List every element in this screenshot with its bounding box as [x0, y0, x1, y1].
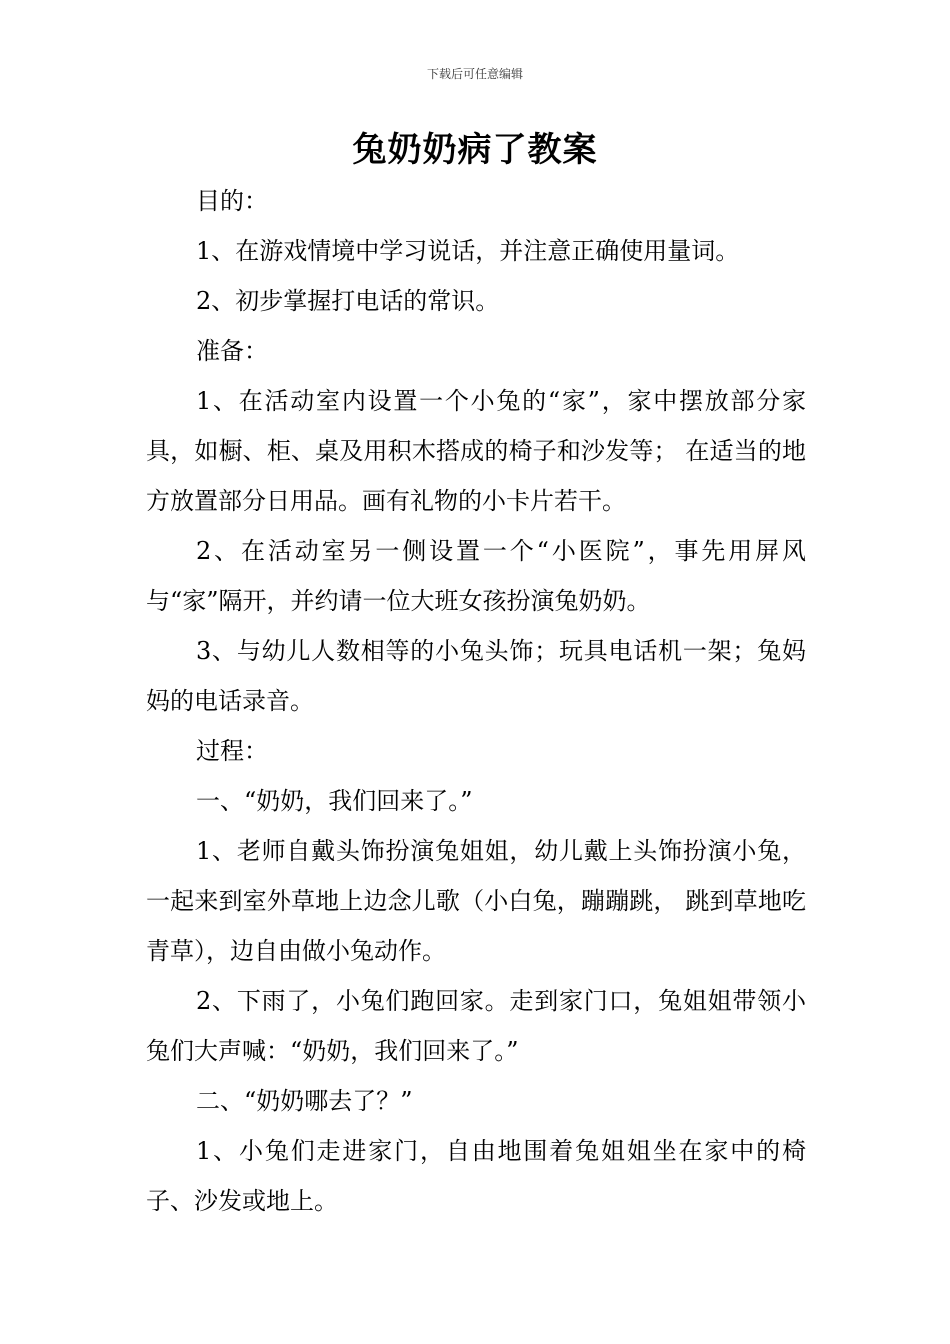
paragraph: 1、在活动室内设置一个小兔的“家”，家中摆放部分家具，如橱、柜、桌及用积木搭成的椅子和沙发等； 在适当的地方放置部分日用品。画有礼物的小卡片若干。 — [146, 387, 806, 515]
paragraph: 1、小兔们走进家门，自由地围着兔姐姐坐在家中的椅子、沙发或地上。 — [146, 1137, 806, 1215]
paragraph: 2、在活动室另一侧设置一个“小医院”，事先用屏风与“家”隔开，并约请一位大班女孩扮演兔奶奶。 — [146, 537, 806, 615]
document-body — [146, 176, 806, 1226]
section-heading-process: 过程： — [196, 737, 268, 765]
paragraph: 一、“奶奶，我们回来了。” — [196, 787, 473, 815]
document-title: 兔奶奶病了教案 — [352, 130, 598, 170]
page-header-note: 下载后可任意编辑 — [426, 67, 523, 81]
section-heading-preparation: 准备： — [196, 337, 268, 365]
paragraph: 1、老师自戴头饰扮演兔姐姐，幼儿戴上头饰扮演小兔，一起来到室外草地上边念儿歌（小白兔，蹦蹦跳， 跳到草地吃青草），边自由做小兔动作。 — [146, 837, 806, 965]
paragraph: 2、下雨了，小兔们跑回家。走到家门口，兔姐姐带领小兔们大声喊：“奶奶，我们回来了。” — [146, 987, 806, 1065]
paragraph: 2、初步掌握打电话的常识。 — [196, 287, 500, 315]
paragraph: 3、与幼儿人数相等的小兔头饰；玩具电话机一架；兔妈妈的电话录音。 — [146, 637, 806, 715]
paragraph: 1、在游戏情境中学习说话，并注意正确使用量词。 — [196, 237, 740, 265]
section-heading-purpose: 目的： — [196, 187, 268, 215]
paragraph: 二、“奶奶哪去了？” — [196, 1087, 413, 1115]
